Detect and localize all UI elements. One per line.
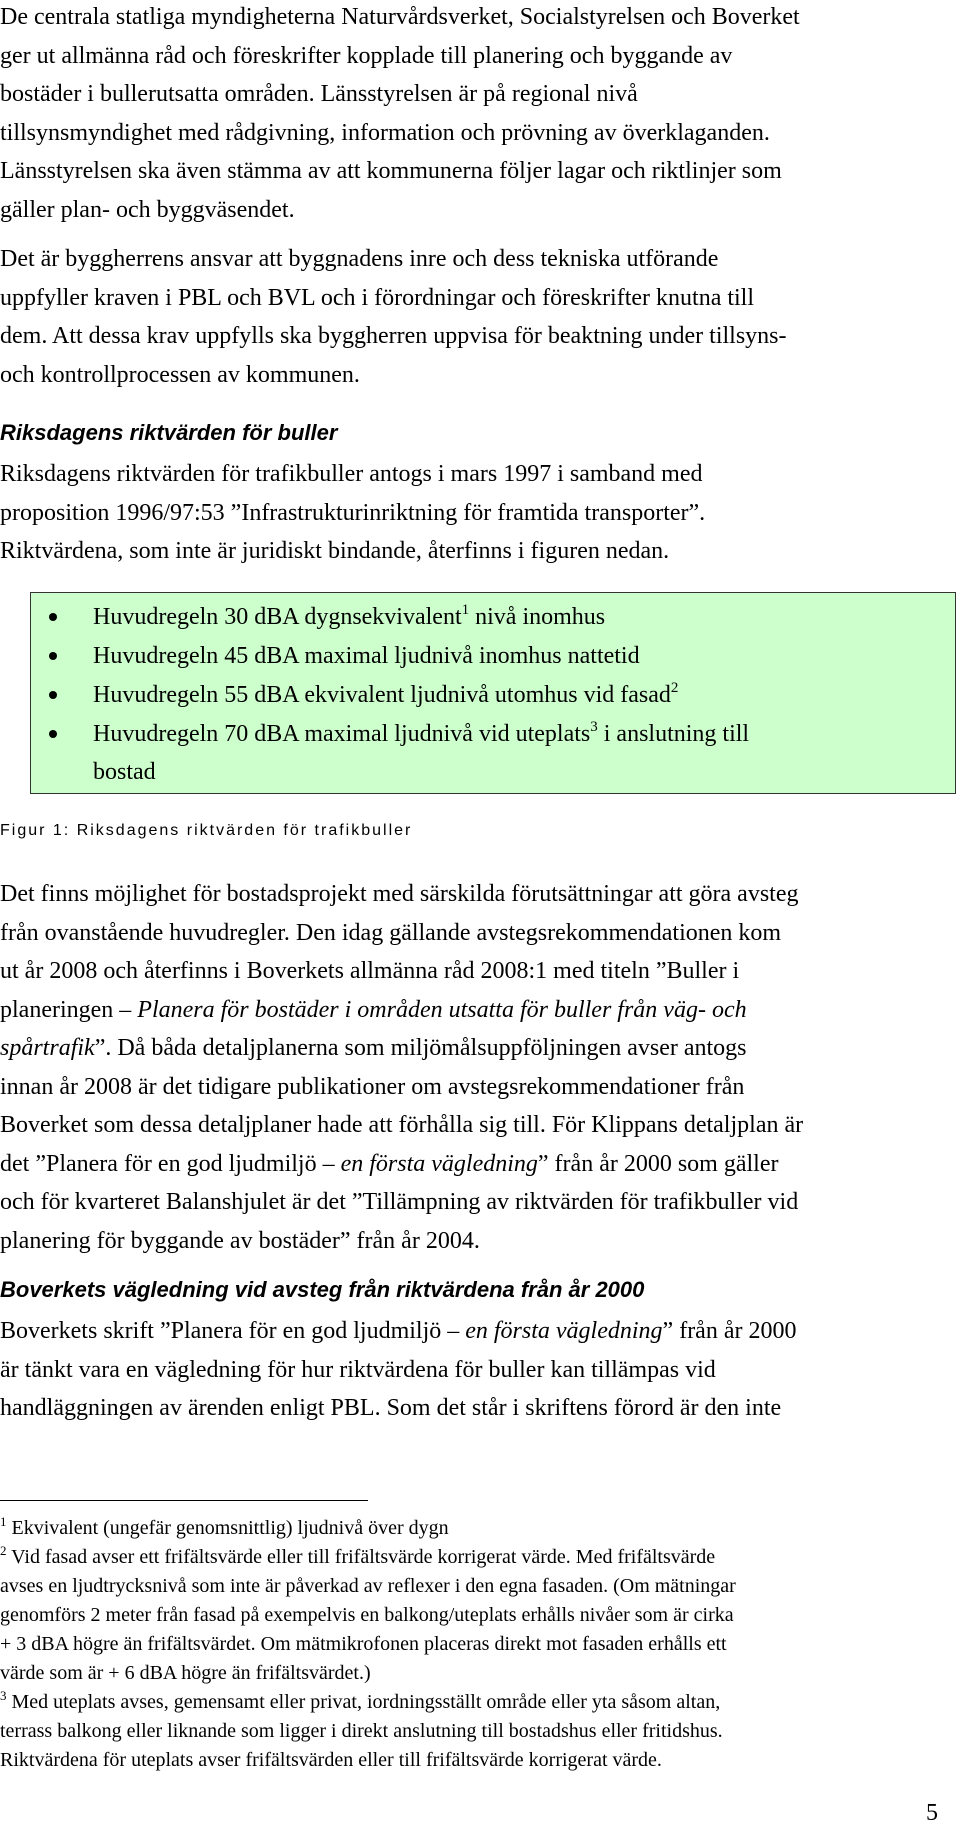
text-line: Det är byggherrens ansvar att byggnadens inre och dess tekniska utförande	[0, 246, 719, 272]
list-item-rest: i anslutning till	[597, 721, 750, 747]
footnote-1	[0, 1514, 950, 1543]
list-item-main: Huvudregeln 30 dBA dygnsekvivalent	[93, 604, 462, 630]
footnote-text: Ekvivalent (ungefär genomsnittlig) ljudnivå över dygn	[11, 1517, 449, 1539]
riktvarden-figure-box	[30, 592, 956, 794]
text-line: planering för byggande av bostäder” från år 2004.	[0, 1227, 480, 1254]
text-line: De centrala statliga myndigheterna Naturvårdsverket, Socialstyrelsen och Boverket	[0, 4, 800, 30]
text-line	[0, 1312, 940, 1351]
bullet-icon	[49, 652, 57, 660]
figure-caption: Figur 1: Riksdagens riktvärden för trafikbuller	[0, 822, 413, 839]
text-line: Riktvärdena, som inte är juridiskt bindande, återfinns i figuren nedan.	[0, 538, 670, 564]
paragraph-boverkets-skrift	[0, 1312, 940, 1428]
footnote-text-line: avses en ljudtrycksnivå som inte är påverkad av reflexer i den egna fasaden. (Om mätningar	[0, 1575, 736, 1597]
text-line: uppfyller kraven i PBL och BVL och i förordningar och föreskrifter knutna till	[0, 284, 755, 311]
paragraph-avsteg	[0, 875, 940, 1260]
text-line	[0, 991, 940, 1030]
text-line: Länsstyrelsen ska även stämma av att kommunerna följer lagar och riktlinjer som	[0, 158, 782, 184]
footnote-text-line: terrass balkong eller liknande som ligger i direkt anslutning till bostadshus eller fritidshus.	[0, 1720, 723, 1742]
footnote-text: Vid fasad avser ett frifältsvärde eller till frifältsvärde korrigerat värde. Med frifältsvärde	[11, 1546, 716, 1568]
list-item	[31, 715, 955, 791]
footnote-text: Med uteplats avses, gemensamt eller privat, iordningsställt område eller yta såsom altan,	[11, 1691, 721, 1713]
footnote-separator	[0, 1500, 368, 1501]
list-item-text	[93, 676, 678, 714]
bullet-icon	[49, 691, 57, 699]
text-line: och kontrollprocessen av kommunen.	[0, 361, 360, 388]
footnote-text-line: värde som är + 6 dBA högre än frifältsvärdet.)	[0, 1662, 371, 1684]
footnote-2	[0, 1543, 950, 1572]
paragraph-myndigheter	[0, 0, 940, 229]
footnote-number: 3	[0, 1688, 7, 1703]
list-item-text	[93, 637, 640, 675]
text-line: gäller plan- och byggväsendet.	[0, 196, 295, 223]
footnote-number: 1	[0, 1514, 7, 1529]
paragraph-byggherre	[0, 240, 940, 394]
text-run: Boverkets skrift ”Planera för en god ljudmiljö –	[0, 1318, 466, 1344]
text-line: är tänkt vara en vägledning för hur riktvärdena för buller kan tillämpas vid	[0, 1356, 716, 1383]
list-item-text	[93, 715, 749, 791]
section-heading-boverkets-vagledning: Boverkets vägledning vid avsteg från riktvärdena från år 2000	[0, 1277, 645, 1302]
publication-title: Planera för bostäder i områden utsatta för buller från väg- och	[137, 996, 747, 1023]
paragraph-riktvarden	[0, 455, 940, 571]
text-run: ” från år 2000	[662, 1318, 797, 1344]
text-line: tillsynsmyndighet med rådgivning, information och prövning av överklaganden.	[0, 119, 770, 146]
footnote-ref[interactable]: 3	[590, 719, 598, 735]
text-line: Boverket som dessa detaljplaner hade att förhålla sig till. För Klippans detaljplan är	[0, 1112, 804, 1138]
bullet-icon	[49, 730, 57, 738]
text-line	[0, 1145, 940, 1184]
text-line: handläggningen av ärenden enligt PBL. Som det står i skriftens förord är den inte	[0, 1395, 782, 1421]
section-heading-riksdagens-riktvarden: Riksdagens riktvärden för buller	[0, 420, 338, 445]
bullet-icon	[49, 613, 57, 621]
text-run: det ”Planera för en god ljudmiljö –	[0, 1150, 341, 1177]
footnote-ref[interactable]: 2	[670, 680, 679, 696]
page-number: 5	[926, 1800, 938, 1826]
text-line: bostäder i bullerutsatta områden. Länsstyrelsen är på regional nivå	[0, 81, 638, 107]
text-run: ”. Då båda detaljplanerna som miljömålsuppföljningen avser antogs	[94, 1035, 747, 1061]
list-item-main: Huvudregeln 55 dBA ekvivalent ljudnivå utomhus vid fasad	[93, 682, 671, 708]
list-item-text	[93, 598, 605, 636]
text-line: ger ut allmänna råd och föreskrifter kopplade till planering och byggande av	[0, 42, 733, 69]
text-line: proposition 1996/97:53 ”Infrastrukturinriktning för framtida transporter”.	[0, 499, 706, 526]
footnote-number: 2	[0, 1543, 7, 1558]
list-item-main: Huvudregeln 70 dBA maximal ljudnivå vid uteplats	[93, 721, 591, 747]
text-line: innan år 2008 är det tidigare publikationer om avstegsrekommendationer från	[0, 1073, 745, 1100]
footnote-ref[interactable]: 1	[461, 602, 470, 618]
list-item-main: Huvudregeln 45 dBA maximal ljudnivå inomhus nattetid	[93, 643, 640, 669]
text-line: och för kvarteret Balanshjulet är det ”Tillämpning av riktvärden för trafikbuller vid	[0, 1189, 799, 1215]
publication-title: en första vägledning	[340, 1150, 538, 1177]
text-line: ut år 2008 och återfinns i Boverkets allmänna råd 2008:1 med titeln ”Buller i	[0, 958, 740, 984]
text-line: från ovanstående huvudregler. Den idag gällande avstegsrekommendationen kom	[0, 919, 782, 946]
text-line	[0, 1029, 940, 1068]
footnotes	[0, 1514, 950, 1775]
text-line: Det finns möjlighet för bostadsprojekt med särskilda förutsättningar att göra avsteg	[0, 881, 799, 907]
text-line: dem. Att dessa krav uppfylls ska byggherren uppvisa för beaktning under tillsyns-	[0, 323, 787, 349]
text-run: planeringen –	[0, 996, 138, 1023]
list-item-continuation: bostad	[93, 759, 156, 785]
footnote-3	[0, 1688, 950, 1717]
footnote-text-line: Riktvärdena för uteplats avser frifältsvärden eller till frifältsvärde korrigerat värde.	[0, 1749, 662, 1771]
text-run: ” från år 2000 som gäller	[537, 1150, 779, 1177]
footnote-text-line: genomförs 2 meter från fasad på exempelvis en balkong/uteplats erhålls nivåer som är cirka	[0, 1604, 734, 1626]
list-item-rest: nivå inomhus	[469, 604, 606, 630]
publication-title: en första vägledning	[465, 1318, 663, 1344]
text-line: Riksdagens riktvärden för trafikbuller antogs i mars 1997 i samband med	[0, 461, 703, 487]
publication-title: spårtrafik	[0, 1035, 95, 1061]
footnote-text-line: + 3 dBA högre än frifältsvärdet. Om mätmikrofonen placeras direkt mot fasaden erhålls ett	[0, 1633, 727, 1655]
